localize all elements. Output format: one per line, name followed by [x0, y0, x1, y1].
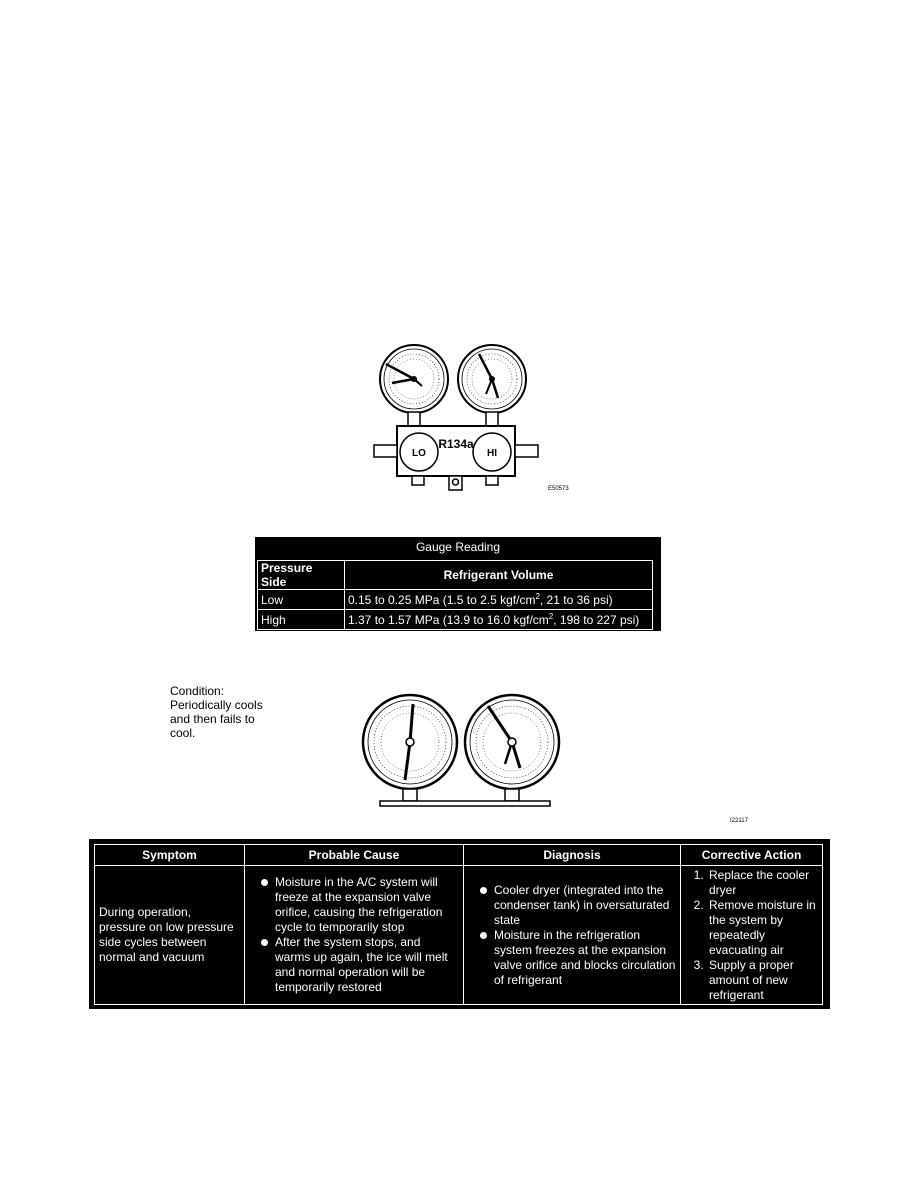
diagnosis-cell [464, 866, 681, 1005]
pressure-side-cell: Low [258, 590, 345, 610]
gauge-reading-table [255, 537, 661, 631]
list-item: 1. Replace the cooler dryer [707, 868, 818, 898]
list-item: Moisture in the refrigeration system freezes at the expansion valve orifice and blocks circulation of refrigerant [482, 928, 676, 988]
symptom-header: Symptom [95, 845, 245, 866]
condition-line: Periodically cools [170, 698, 263, 712]
figure2-code: I22117 [730, 818, 748, 824]
gauge-condition-illustration [360, 690, 760, 826]
corrective-action-list [685, 868, 818, 1003]
probable-cause-list [249, 875, 459, 995]
condition-line: cool. [170, 726, 196, 740]
low-side-label: LO [412, 448, 426, 459]
gauge-reading-grid [257, 560, 653, 630]
condition-line: and then fails to [170, 712, 255, 726]
pressure-side-cell: High [258, 610, 345, 630]
figure1-code: E50573 [548, 486, 569, 492]
refrigerant-label: R134a [438, 437, 474, 451]
list-item: 2. Remove moisture in the system by repeatedly evacuating air [707, 898, 818, 958]
list-item: Cooler dryer (integrated into the condenser tank) in oversaturated state [482, 883, 676, 928]
refrigerant-volume-header: Refrigerant Volume [345, 561, 653, 590]
list-item: Moisture in the A/C system will freeze at the expansion valve orifice, causing the refrigeration cycle to temporarily stop [263, 875, 459, 935]
condition-text [170, 684, 290, 740]
probable-cause-cell [245, 866, 464, 1005]
table-row [258, 590, 653, 610]
refrigerant-volume-cell: 0.15 to 0.25 MPa (1.5 to 2.5 kgf/$cm^2$, 21 to 36 psi) [345, 590, 653, 610]
manifold-gauge-illustration [366, 342, 578, 494]
manifold-gauge-figure [366, 342, 578, 494]
list-item: After the system stops, and warms up again, the ice will melt and normal operation will be temporarily restored [263, 935, 459, 995]
high-side-label: HI [487, 448, 497, 459]
probable-cause-header: Probable Cause [245, 845, 464, 866]
symptom-cell: During operation, pressure on low pressure side cycles between normal and vacuum [95, 866, 245, 1005]
table-header-row [258, 561, 653, 590]
condition-line: Condition: [170, 684, 225, 698]
table-header-row [95, 845, 823, 866]
corrective-action-cell [681, 866, 823, 1005]
gauge-condition-figure [360, 690, 760, 826]
corrective-action-header: Corrective Action [681, 845, 823, 866]
list-item: 3. Supply a proper amount of new refrigerant [707, 958, 818, 1003]
diagnosis-table [89, 839, 830, 1009]
refrigerant-volume-cell: 1.37 to 1.57 MPa (13.9 to 16.0 kgf/$cm^2$, 198 to 227 psi) [345, 610, 653, 630]
diagnosis-grid [94, 844, 823, 1005]
table-row [258, 610, 653, 630]
gauge-reading-title: Gauge Reading [415, 540, 501, 554]
diagnosis-header: Diagnosis [464, 845, 681, 866]
diagnosis-list [468, 883, 676, 988]
table-row [95, 866, 823, 1005]
pressure-side-header: Pressure Side [258, 561, 345, 590]
